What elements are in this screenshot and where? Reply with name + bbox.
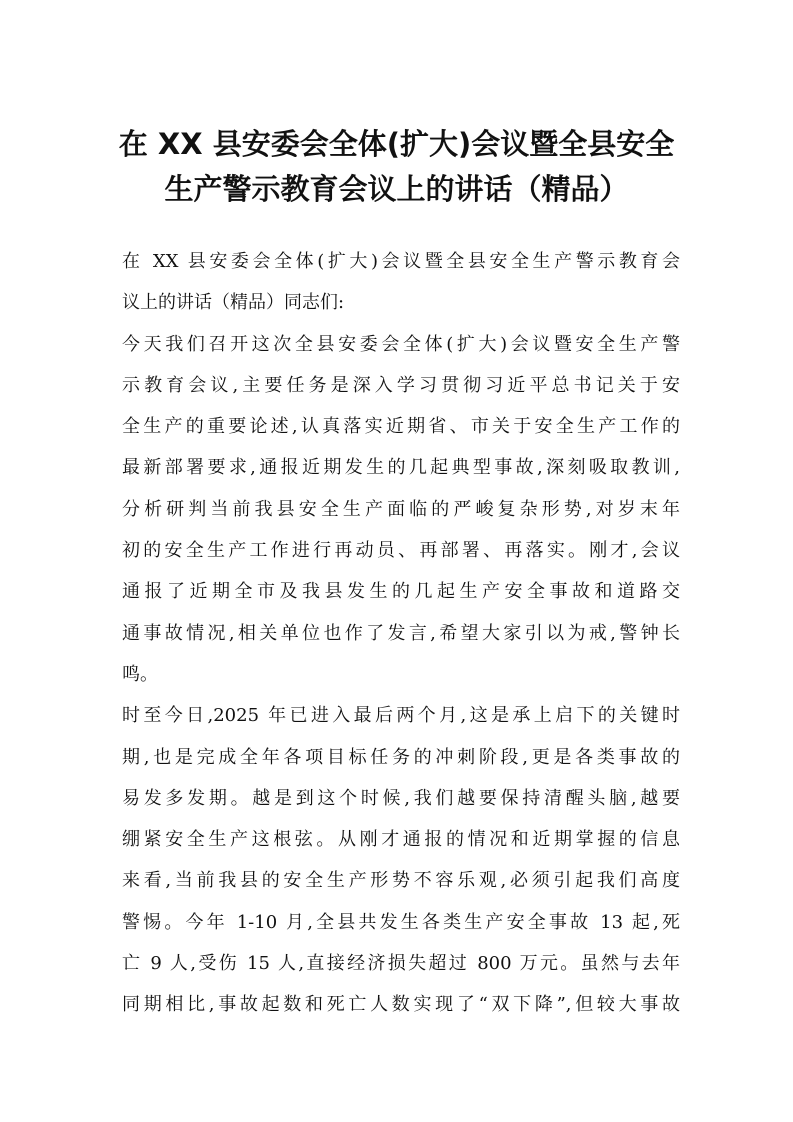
body-text-line: 亡 9 人,受伤 15 人,直接经济损失超过 800 万元。虽然与去年 [122,953,680,975]
document-title [0,122,793,212]
body-text-line: 示教育会议,主要任务是深入学习贯彻习近平总书记关于安 [122,374,680,396]
body-text-line: 在 XX 县安委会全体(扩大)会议暨全县安全生产警示教育会 [122,251,680,272]
title-line: 生产警示教育会议上的讲话（精品） [164,172,629,206]
body-text-line: 议上的讲话（精品）同志们: [122,292,345,314]
body-text-line: 期,也是完成全年各项目标任务的冲刺阶段,更是各类事故的 [122,746,680,768]
body-text-line: 通报了近期全市及我县发生的几起生产安全事故和道路交 [122,581,680,603]
body-text-line: 时至今日,2025 年已进入最后两个月,这是承上启下的关键时 [122,705,680,727]
body-text-line: 通事故情况,相关单位也作了发言,希望大家引以为戒,警钟长 [122,622,680,644]
title-line: 在 XX 县安委会全体(扩大)会议暨全县安全 [118,127,675,161]
body-text-line: 绷紧安全生产这根弦。从刚才通报的情况和近期掌握的信息 [122,829,680,851]
body-text-line: 警惕。今年 1-10 月,全县共发生各类生产安全事故 13 起,死 [122,911,680,933]
body-text-line: 最新部署要求,通报近期发生的几起典型事故,深刻吸取教训, [122,457,680,479]
document-body [122,241,680,1026]
body-text-line: 来看,当前我县的安全生产形势不容乐观,必须引起我们高度 [122,870,680,892]
body-text-line: 易发多发期。越是到这个时候,我们越要保持清醒头脑,越要 [122,787,680,809]
body-text-line: 分析研判当前我县安全生产面临的严峻复杂形势,对岁末年 [122,498,680,520]
body-text-line: 初的安全生产工作进行再动员、再部署、再落实。刚才,会议 [122,540,680,562]
body-text-line: 全生产的重要论述,认真落实近期省、市关于安全生产工作的 [122,416,680,438]
body-text-line: 今天我们召开这次全县安委会全体(扩大)会议暨安全生产警 [122,333,680,355]
body-text-line: 鸣。 [122,663,158,685]
body-text-line: 同期相比,事故起数和死亡人数实现了“双下降”,但较大事故 [122,994,680,1016]
